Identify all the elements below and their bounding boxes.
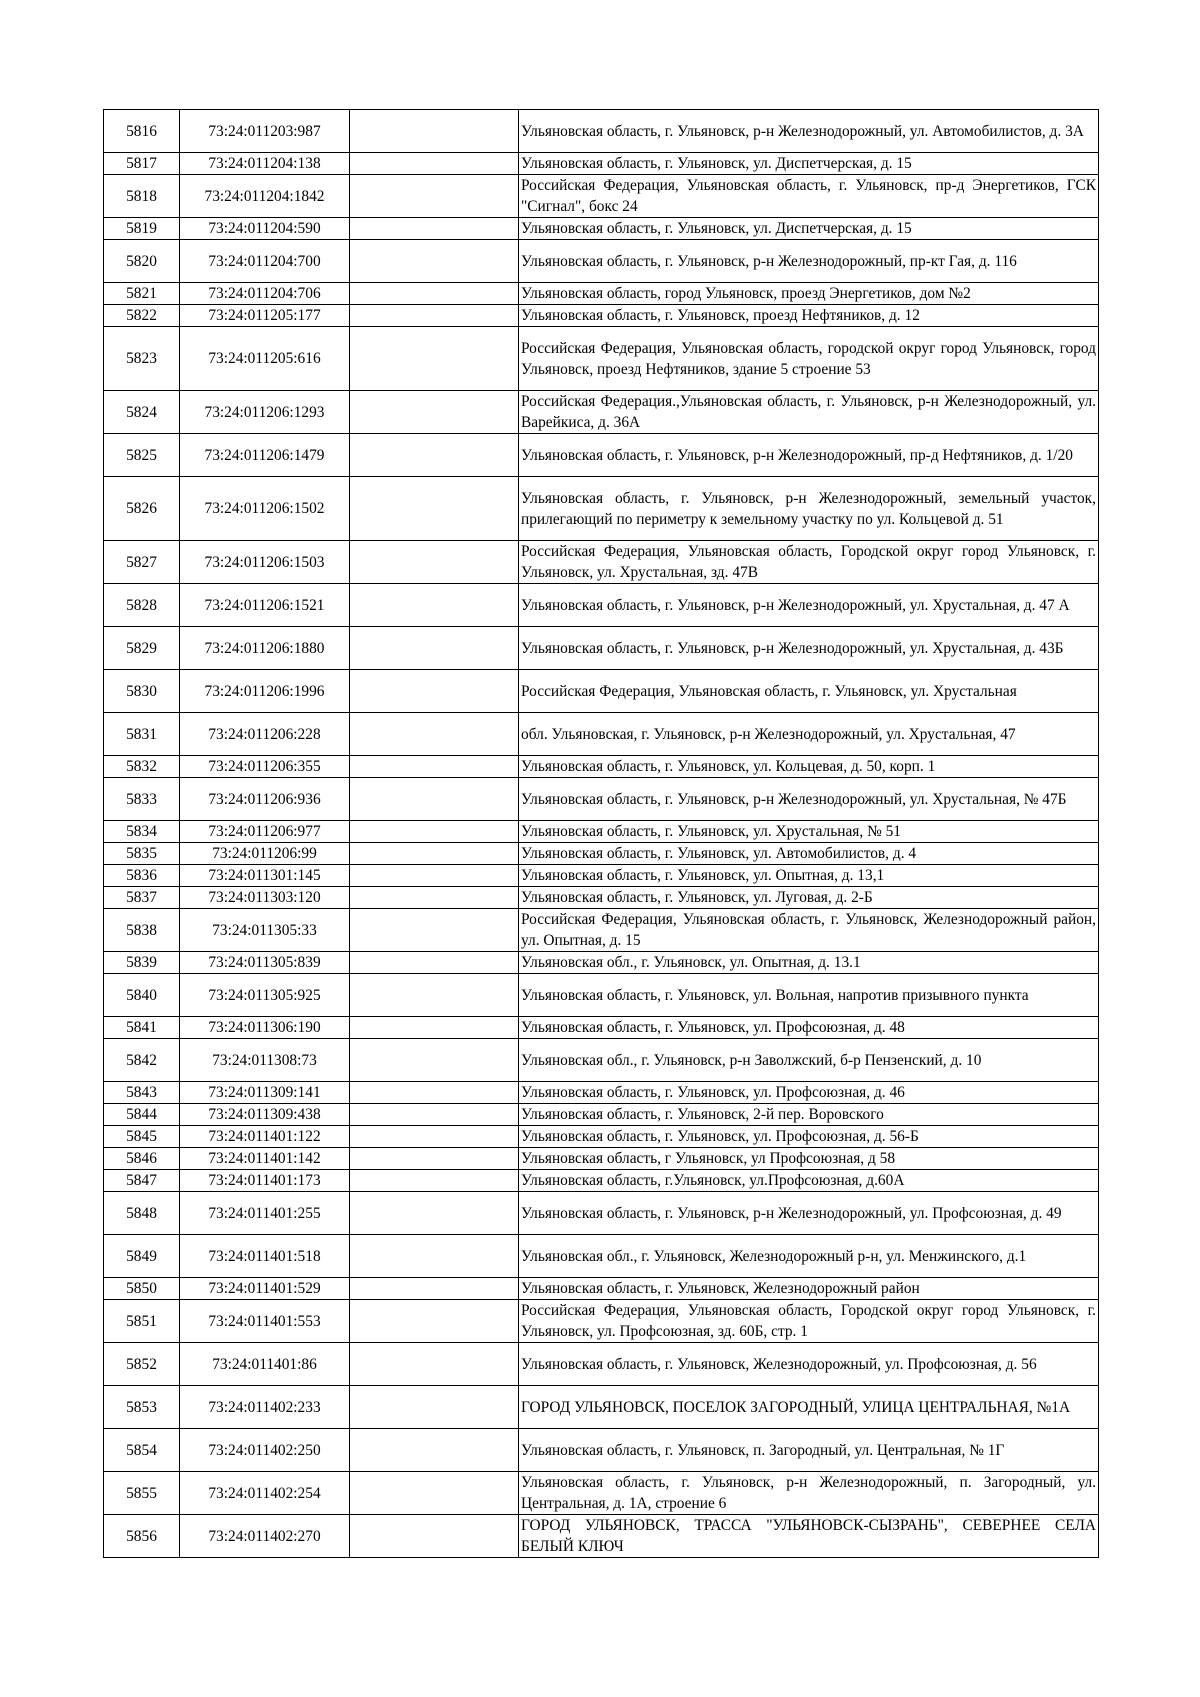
empty-cell — [350, 1017, 519, 1039]
table-row — [104, 1386, 1099, 1429]
empty-cell — [350, 1429, 519, 1472]
address-cell: Ульяновская область, г. Ульяновск, р-н Железнодорожный, п. Загородный, ул. Центральная, д. 1А, строение 6 — [519, 1472, 1099, 1515]
table-row — [104, 821, 1099, 843]
address-cell: Ульяновская область, г. Ульяновск, р-н Железнодорожный, ул. Хрустальная, д. 43Б — [519, 627, 1099, 670]
cadastral-number-cell: 73:24:011206:1503 — [180, 541, 350, 584]
address-cell: Российская Федерация, Ульяновская область, г. Ульяновск, ул. Хрустальная — [519, 670, 1099, 713]
table-row — [104, 887, 1099, 909]
address-cell: Ульяновская область, г. Ульяновск, ул. Автомобилистов, д. 4 — [519, 843, 1099, 865]
row-number-cell: 5853 — [104, 1386, 180, 1429]
cadastral-number-cell: 73:24:011204:590 — [180, 218, 350, 240]
address-cell: Российская Федерация, Ульяновская область, Городской округ город Ульяновск, г. Ульяновск, ул. Профсоюзная, зд. 60Б, стр. 1 — [519, 1300, 1099, 1343]
row-number-cell: 5818 — [104, 175, 180, 218]
cadastral-number-cell: 73:24:011206:1479 — [180, 434, 350, 477]
cadastral-number-cell: 73:24:011206:1880 — [180, 627, 350, 670]
table-row — [104, 1148, 1099, 1170]
cadastral-number-cell: 73:24:011305:33 — [180, 909, 350, 952]
empty-cell — [350, 1126, 519, 1148]
empty-cell — [350, 974, 519, 1017]
row-number-cell: 5830 — [104, 670, 180, 713]
address-cell: Ульяновская область, город Ульяновск, проезд Энергетиков, дом №2 — [519, 283, 1099, 305]
table-row — [104, 1472, 1099, 1515]
address-cell: Ульяновская обл., г. Ульяновск, ул. Опытная, д. 13.1 — [519, 952, 1099, 974]
address-cell: Российская Федерация.,Ульяновская область, г. Ульяновск, р-н Железнодорожный, ул. Варейкиса, д. 36А — [519, 391, 1099, 434]
empty-cell — [350, 477, 519, 541]
cadastral-number-cell: 73:24:011402:250 — [180, 1429, 350, 1472]
table-row — [104, 909, 1099, 952]
address-cell: Ульяновская область, г. Ульяновск, Железнодорожный, ул. Профсоюзная, д. 56 — [519, 1343, 1099, 1386]
row-number-cell: 5816 — [104, 110, 180, 153]
address-cell: Ульяновская область, г. Ульяновск, Железнодорожный район — [519, 1278, 1099, 1300]
cadastral-number-cell: 73:24:011308:73 — [180, 1039, 350, 1082]
row-number-cell: 5836 — [104, 865, 180, 887]
cadastral-number-cell: 73:24:011401:142 — [180, 1148, 350, 1170]
cadastral-number-cell: 73:24:011306:190 — [180, 1017, 350, 1039]
empty-cell — [350, 1192, 519, 1235]
cadastral-number-cell: 73:24:011309:141 — [180, 1082, 350, 1104]
row-number-cell: 5825 — [104, 434, 180, 477]
row-number-cell: 5821 — [104, 283, 180, 305]
empty-cell — [350, 1515, 519, 1558]
empty-cell — [350, 670, 519, 713]
row-number-cell: 5827 — [104, 541, 180, 584]
empty-cell — [350, 909, 519, 952]
table-row — [104, 434, 1099, 477]
row-number-cell: 5851 — [104, 1300, 180, 1343]
table-row — [104, 584, 1099, 627]
cadastral-number-cell: 73:24:011301:145 — [180, 865, 350, 887]
row-number-cell: 5833 — [104, 778, 180, 821]
cadastral-number-cell: 73:24:011206:1293 — [180, 391, 350, 434]
row-number-cell: 5840 — [104, 974, 180, 1017]
address-cell: Ульяновская область, г. Ульяновск, ул. Профсоюзная, д. 56-Б — [519, 1126, 1099, 1148]
address-cell: Ульяновская область, г. Ульяновск, ул. Вольная, напротив призывного пункта — [519, 974, 1099, 1017]
cadastral-number-cell: 73:24:011401:122 — [180, 1126, 350, 1148]
table-row — [104, 1039, 1099, 1082]
address-cell: Ульяновская область, г. Ульяновск, ул. Опытная, д. 13,1 — [519, 865, 1099, 887]
address-cell: Ульяновская область, г. Ульяновск, ул. Профсоюзная, д. 46 — [519, 1082, 1099, 1104]
address-cell: Ульяновская область, г. Ульяновск, р-н Железнодорожный, ул. Автомобилистов, д. 3А — [519, 110, 1099, 153]
empty-cell — [350, 1235, 519, 1278]
empty-cell — [350, 713, 519, 756]
empty-cell — [350, 541, 519, 584]
row-number-cell: 5839 — [104, 952, 180, 974]
address-cell: Ульяновская область, г. Ульяновск, р-н Железнодорожный, земельный участок, прилегающий по периметру к земельному участку по ул. Кольцевой д. 51 — [519, 477, 1099, 541]
row-number-cell: 5832 — [104, 756, 180, 778]
table-row — [104, 843, 1099, 865]
cadastral-number-cell: 73:24:011303:120 — [180, 887, 350, 909]
cadastral-number-cell: 73:24:011205:177 — [180, 305, 350, 327]
table-row — [104, 283, 1099, 305]
address-cell: Российская Федерация, Ульяновская область, городской округ город Ульяновск, город Ульяновск, проезд Нефтяников, здание 5 строение 53 — [519, 327, 1099, 391]
table-row — [104, 218, 1099, 240]
table-row — [104, 627, 1099, 670]
address-cell: Ульяновская область, г.Ульяновск, ул.Профсоюзная, д.60А — [519, 1170, 1099, 1192]
empty-cell — [350, 843, 519, 865]
cadastral-number-cell: 73:24:011401:86 — [180, 1343, 350, 1386]
table-row — [104, 1235, 1099, 1278]
empty-cell — [350, 821, 519, 843]
row-number-cell: 5855 — [104, 1472, 180, 1515]
table-row — [104, 391, 1099, 434]
row-number-cell: 5845 — [104, 1126, 180, 1148]
table-row — [104, 153, 1099, 175]
empty-cell — [350, 952, 519, 974]
address-cell: Ульяновская область, г. Ульяновск, р-н Железнодорожный, пр-кт Гая, д. 116 — [519, 240, 1099, 283]
table-row — [104, 974, 1099, 1017]
empty-cell — [350, 153, 519, 175]
address-cell: Ульяновская область, г. Ульяновск, ул. Диспетчерская, д. 15 — [519, 153, 1099, 175]
empty-cell — [350, 283, 519, 305]
row-number-cell: 5831 — [104, 713, 180, 756]
empty-cell — [350, 327, 519, 391]
cadastral-number-cell: 73:24:011204:138 — [180, 153, 350, 175]
cadastral-number-cell: 73:24:011309:438 — [180, 1104, 350, 1126]
row-number-cell: 5828 — [104, 584, 180, 627]
empty-cell — [350, 1148, 519, 1170]
cadastral-number-cell: 73:24:011206:228 — [180, 713, 350, 756]
table-row — [104, 327, 1099, 391]
address-cell: ГОРОД УЛЬЯНОВСК, ТРАССА "УЛЬЯНОВСК-СЫЗРАНЬ", СЕВЕРНЕЕ СЕЛА БЕЛЫЙ КЛЮЧ — [519, 1515, 1099, 1558]
row-number-cell: 5838 — [104, 909, 180, 952]
address-cell: обл. Ульяновская, г. Ульяновск, р-н Железнодорожный, ул. Хрустальная, 47 — [519, 713, 1099, 756]
cadastral-number-cell: 73:24:011402:233 — [180, 1386, 350, 1429]
row-number-cell: 5846 — [104, 1148, 180, 1170]
empty-cell — [350, 1082, 519, 1104]
empty-cell — [350, 1386, 519, 1429]
address-cell: Ульяновская область, г. Ульяновск, п. Загородный, ул. Центральная, № 1Г — [519, 1429, 1099, 1472]
cadastral-number-cell: 73:24:011206:99 — [180, 843, 350, 865]
empty-cell — [350, 110, 519, 153]
table-row — [104, 477, 1099, 541]
empty-cell — [350, 1343, 519, 1386]
address-cell: Российская Федерация, Ульяновская область, Городской округ город Ульяновск, г. Ульяновск, ул. Хрустальная, зд. 47В — [519, 541, 1099, 584]
address-cell: Ульяновская область, г. Ульяновск, р-н Железнодорожный, ул. Хрустальная, № 47Б — [519, 778, 1099, 821]
table-row — [104, 1300, 1099, 1343]
cadastral-number-cell: 73:24:011206:1521 — [180, 584, 350, 627]
address-cell: Ульяновская область, г. Ульяновск, р-н Железнодорожный, ул. Хрустальная, д. 47 А — [519, 584, 1099, 627]
row-number-cell: 5822 — [104, 305, 180, 327]
cadastral-number-cell: 73:24:011206:1996 — [180, 670, 350, 713]
table-row — [104, 175, 1099, 218]
address-cell: Ульяновская область, г. Ульяновск, р-н Железнодорожный, ул. Профсоюзная, д. 49 — [519, 1192, 1099, 1235]
cadastral-number-cell: 73:24:011204:1842 — [180, 175, 350, 218]
cadastral-number-cell: 73:24:011206:355 — [180, 756, 350, 778]
cadastral-number-cell: 73:24:011402:270 — [180, 1515, 350, 1558]
empty-cell — [350, 1472, 519, 1515]
cadastral-number-cell: 73:24:011401:518 — [180, 1235, 350, 1278]
cadastral-number-cell: 73:24:011401:255 — [180, 1192, 350, 1235]
table-row — [104, 1278, 1099, 1300]
empty-cell — [350, 1104, 519, 1126]
row-number-cell: 5849 — [104, 1235, 180, 1278]
table-row — [104, 952, 1099, 974]
row-number-cell: 5843 — [104, 1082, 180, 1104]
cadastral-number-cell: 73:24:011206:977 — [180, 821, 350, 843]
empty-cell — [350, 1300, 519, 1343]
address-cell: Ульяновская область, г. Ульяновск, ул. Кольцевая, д. 50, корп. 1 — [519, 756, 1099, 778]
address-cell: Ульяновская область, г. Ульяновск, ул. Луговая, д. 2-Б — [519, 887, 1099, 909]
empty-cell — [350, 778, 519, 821]
row-number-cell: 5841 — [104, 1017, 180, 1039]
row-number-cell: 5829 — [104, 627, 180, 670]
row-number-cell: 5824 — [104, 391, 180, 434]
cadastral-number-cell: 73:24:011204:706 — [180, 283, 350, 305]
cadastral-number-cell: 73:24:011204:700 — [180, 240, 350, 283]
cadastral-number-cell: 73:24:011305:839 — [180, 952, 350, 974]
empty-cell — [350, 240, 519, 283]
row-number-cell: 5844 — [104, 1104, 180, 1126]
empty-cell — [350, 305, 519, 327]
table-row — [104, 1104, 1099, 1126]
address-cell: Ульяновская область, г. Ульяновск, 2-й пер. Воровского — [519, 1104, 1099, 1126]
row-number-cell: 5826 — [104, 477, 180, 541]
row-number-cell: 5848 — [104, 1192, 180, 1235]
table-row — [104, 1170, 1099, 1192]
row-number-cell: 5819 — [104, 218, 180, 240]
row-number-cell: 5852 — [104, 1343, 180, 1386]
row-number-cell: 5835 — [104, 843, 180, 865]
row-number-cell: 5856 — [104, 1515, 180, 1558]
table-row — [104, 541, 1099, 584]
cadastral-number-cell: 73:24:011401:553 — [180, 1300, 350, 1343]
cadastral-number-cell: 73:24:011401:173 — [180, 1170, 350, 1192]
registry-table-body — [104, 110, 1099, 1558]
address-cell: Российская Федерация, Ульяновская область, г. Ульяновск, пр-д Энергетиков, ГСК "Сигнал", бокс 24 — [519, 175, 1099, 218]
cadastral-number-cell: 73:24:011401:529 — [180, 1278, 350, 1300]
row-number-cell: 5823 — [104, 327, 180, 391]
row-number-cell: 5850 — [104, 1278, 180, 1300]
address-cell: Ульяновская область, г. Ульяновск, ул. Диспетчерская, д. 15 — [519, 218, 1099, 240]
table-row — [104, 713, 1099, 756]
table-row — [104, 778, 1099, 821]
empty-cell — [350, 218, 519, 240]
empty-cell — [350, 1039, 519, 1082]
empty-cell — [350, 627, 519, 670]
table-row — [104, 1515, 1099, 1558]
empty-cell — [350, 584, 519, 627]
row-number-cell: 5854 — [104, 1429, 180, 1472]
cadastral-number-cell: 73:24:011402:254 — [180, 1472, 350, 1515]
address-cell: Ульяновская область, г. Ульяновск, ул. Хрустальная, № 51 — [519, 821, 1099, 843]
table-row — [104, 1126, 1099, 1148]
empty-cell — [350, 887, 519, 909]
table-row — [104, 756, 1099, 778]
table-row — [104, 670, 1099, 713]
empty-cell — [350, 1170, 519, 1192]
cadastral-number-cell: 73:24:011305:925 — [180, 974, 350, 1017]
address-cell: Российская Федерация, Ульяновская область, г. Ульяновск, Железнодорожный район, ул. Опытная, д. 15 — [519, 909, 1099, 952]
registry-table — [103, 109, 1099, 1558]
table-row — [104, 1192, 1099, 1235]
table-row — [104, 1343, 1099, 1386]
table-row — [104, 305, 1099, 327]
empty-cell — [350, 756, 519, 778]
empty-cell — [350, 434, 519, 477]
table-row — [104, 1017, 1099, 1039]
row-number-cell: 5817 — [104, 153, 180, 175]
address-cell: Ульяновская область, г. Ульяновск, р-н Железнодорожный, пр-д Нефтяников, д. 1/20 — [519, 434, 1099, 477]
address-cell: Ульяновская область, г. Ульяновск, ул. Профсоюзная, д. 48 — [519, 1017, 1099, 1039]
table-row — [104, 1429, 1099, 1472]
empty-cell — [350, 175, 519, 218]
address-cell: Ульяновская область, г Ульяновск, ул Профсоюзная, д 58 — [519, 1148, 1099, 1170]
empty-cell — [350, 865, 519, 887]
cadastral-number-cell: 73:24:011205:616 — [180, 327, 350, 391]
table-row — [104, 110, 1099, 153]
row-number-cell: 5837 — [104, 887, 180, 909]
table-row — [104, 240, 1099, 283]
empty-cell — [350, 391, 519, 434]
address-cell: Ульяновская обл., г. Ульяновск, Железнодорожный р-н, ул. Менжинского, д.1 — [519, 1235, 1099, 1278]
address-cell: ГОРОД УЛЬЯНОВСК, ПОСЕЛОК ЗАГОРОДНЫЙ, УЛИЦА ЦЕНТРАЛЬНАЯ, №1А — [519, 1386, 1099, 1429]
row-number-cell: 5842 — [104, 1039, 180, 1082]
row-number-cell: 5847 — [104, 1170, 180, 1192]
address-cell: Ульяновская обл., г. Ульяновск, р-н Заволжский, б-р Пензенский, д. 10 — [519, 1039, 1099, 1082]
cadastral-number-cell: 73:24:011203:987 — [180, 110, 350, 153]
cadastral-number-cell: 73:24:011206:1502 — [180, 477, 350, 541]
empty-cell — [350, 1278, 519, 1300]
table-row — [104, 1082, 1099, 1104]
row-number-cell: 5820 — [104, 240, 180, 283]
row-number-cell: 5834 — [104, 821, 180, 843]
cadastral-number-cell: 73:24:011206:936 — [180, 778, 350, 821]
address-cell: Ульяновская область, г. Ульяновск, проезд Нефтяников, д. 12 — [519, 305, 1099, 327]
table-row — [104, 865, 1099, 887]
